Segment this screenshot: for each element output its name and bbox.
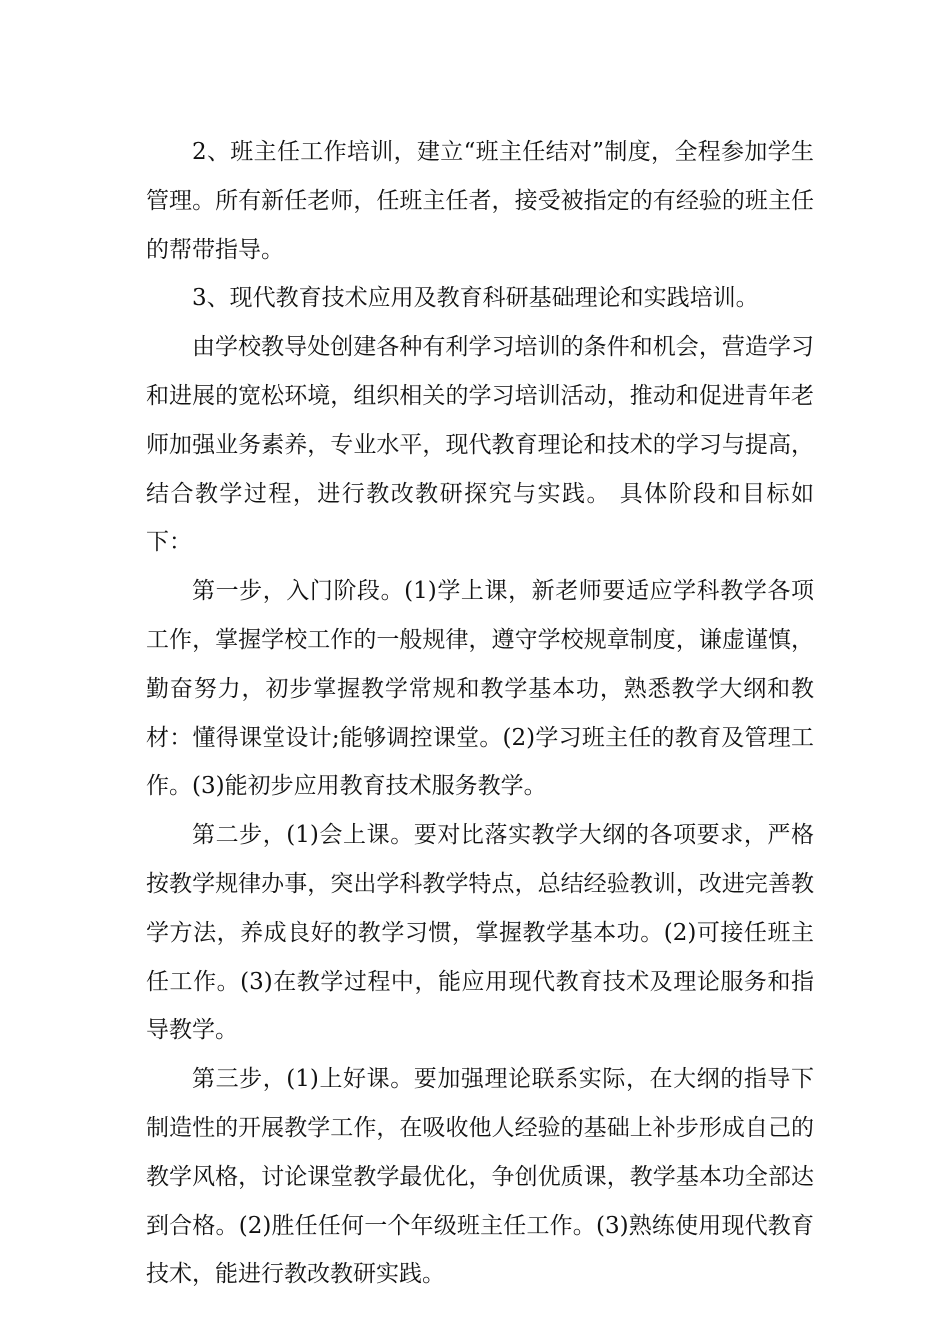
paragraph-training-head-teacher: 2、班主任工作培训，建立“班主任结对”制度，全程参加学生管理。所有新任老师，任班主任者，接受被指定的有经验的班主任的帮带指导。 [146,139,814,263]
paragraph-step-one: 第一步，入门阶段。(1)学上课，新老师要适应学科教学各项工作，掌握学校工作的一般规律，遵守学校规章制度，谦虚谨慎，勤奋努力，初步掌握教学常规和教学基本功，熟悉教学大纲和教材：懂得课堂设计;能够调控课堂。(2)学习班主任的教育及管理工作。(3)能初步应用教育技术服务教学。 [146,578,814,800]
document-page [146,128,814,1299]
paragraph-step-two: 第二步，(1)会上课。要对比落实教学大纲的各项要求，严格按教学规律办事，突出学科教学特点，总结经验教训，改进完善教学方法，养成良好的教学习惯，掌握教学基本功。(2)可接任班主任工作。(3)在教学过程中，能应用现代教育技术及理论服务和指导教学。 [146,822,814,1044]
paragraph-step-three: 第三步，(1)上好课。要加强理论联系实际，在大纲的指导下制造性的开展教学工作，在吸收他人经验的基础上补步形成自己的教学风格，讨论课堂教学最优化，争创优质课，教学基本功全部达到合格。(2)胜任任何一个年级班主任工作。(3)熟练使用现代教育技术，能进行教改教研实践。 [146,1066,814,1288]
paragraph-school-office: 由学校教导处创建各种有利学习培训的条件和机会，营造学习和进展的宽松环境，组织相关的学习培训活动，推动和促进青年老师加强业务素养，专业水平，现代教育理论和技术的学习与提高，结合教学过程，进行教改教研探究与实践。 具体阶段和目标如下： [146,334,814,556]
paragraph-education-technology: 3、现代教育技术应用及教育科研基础理论和实践培训。 [192,285,759,312]
